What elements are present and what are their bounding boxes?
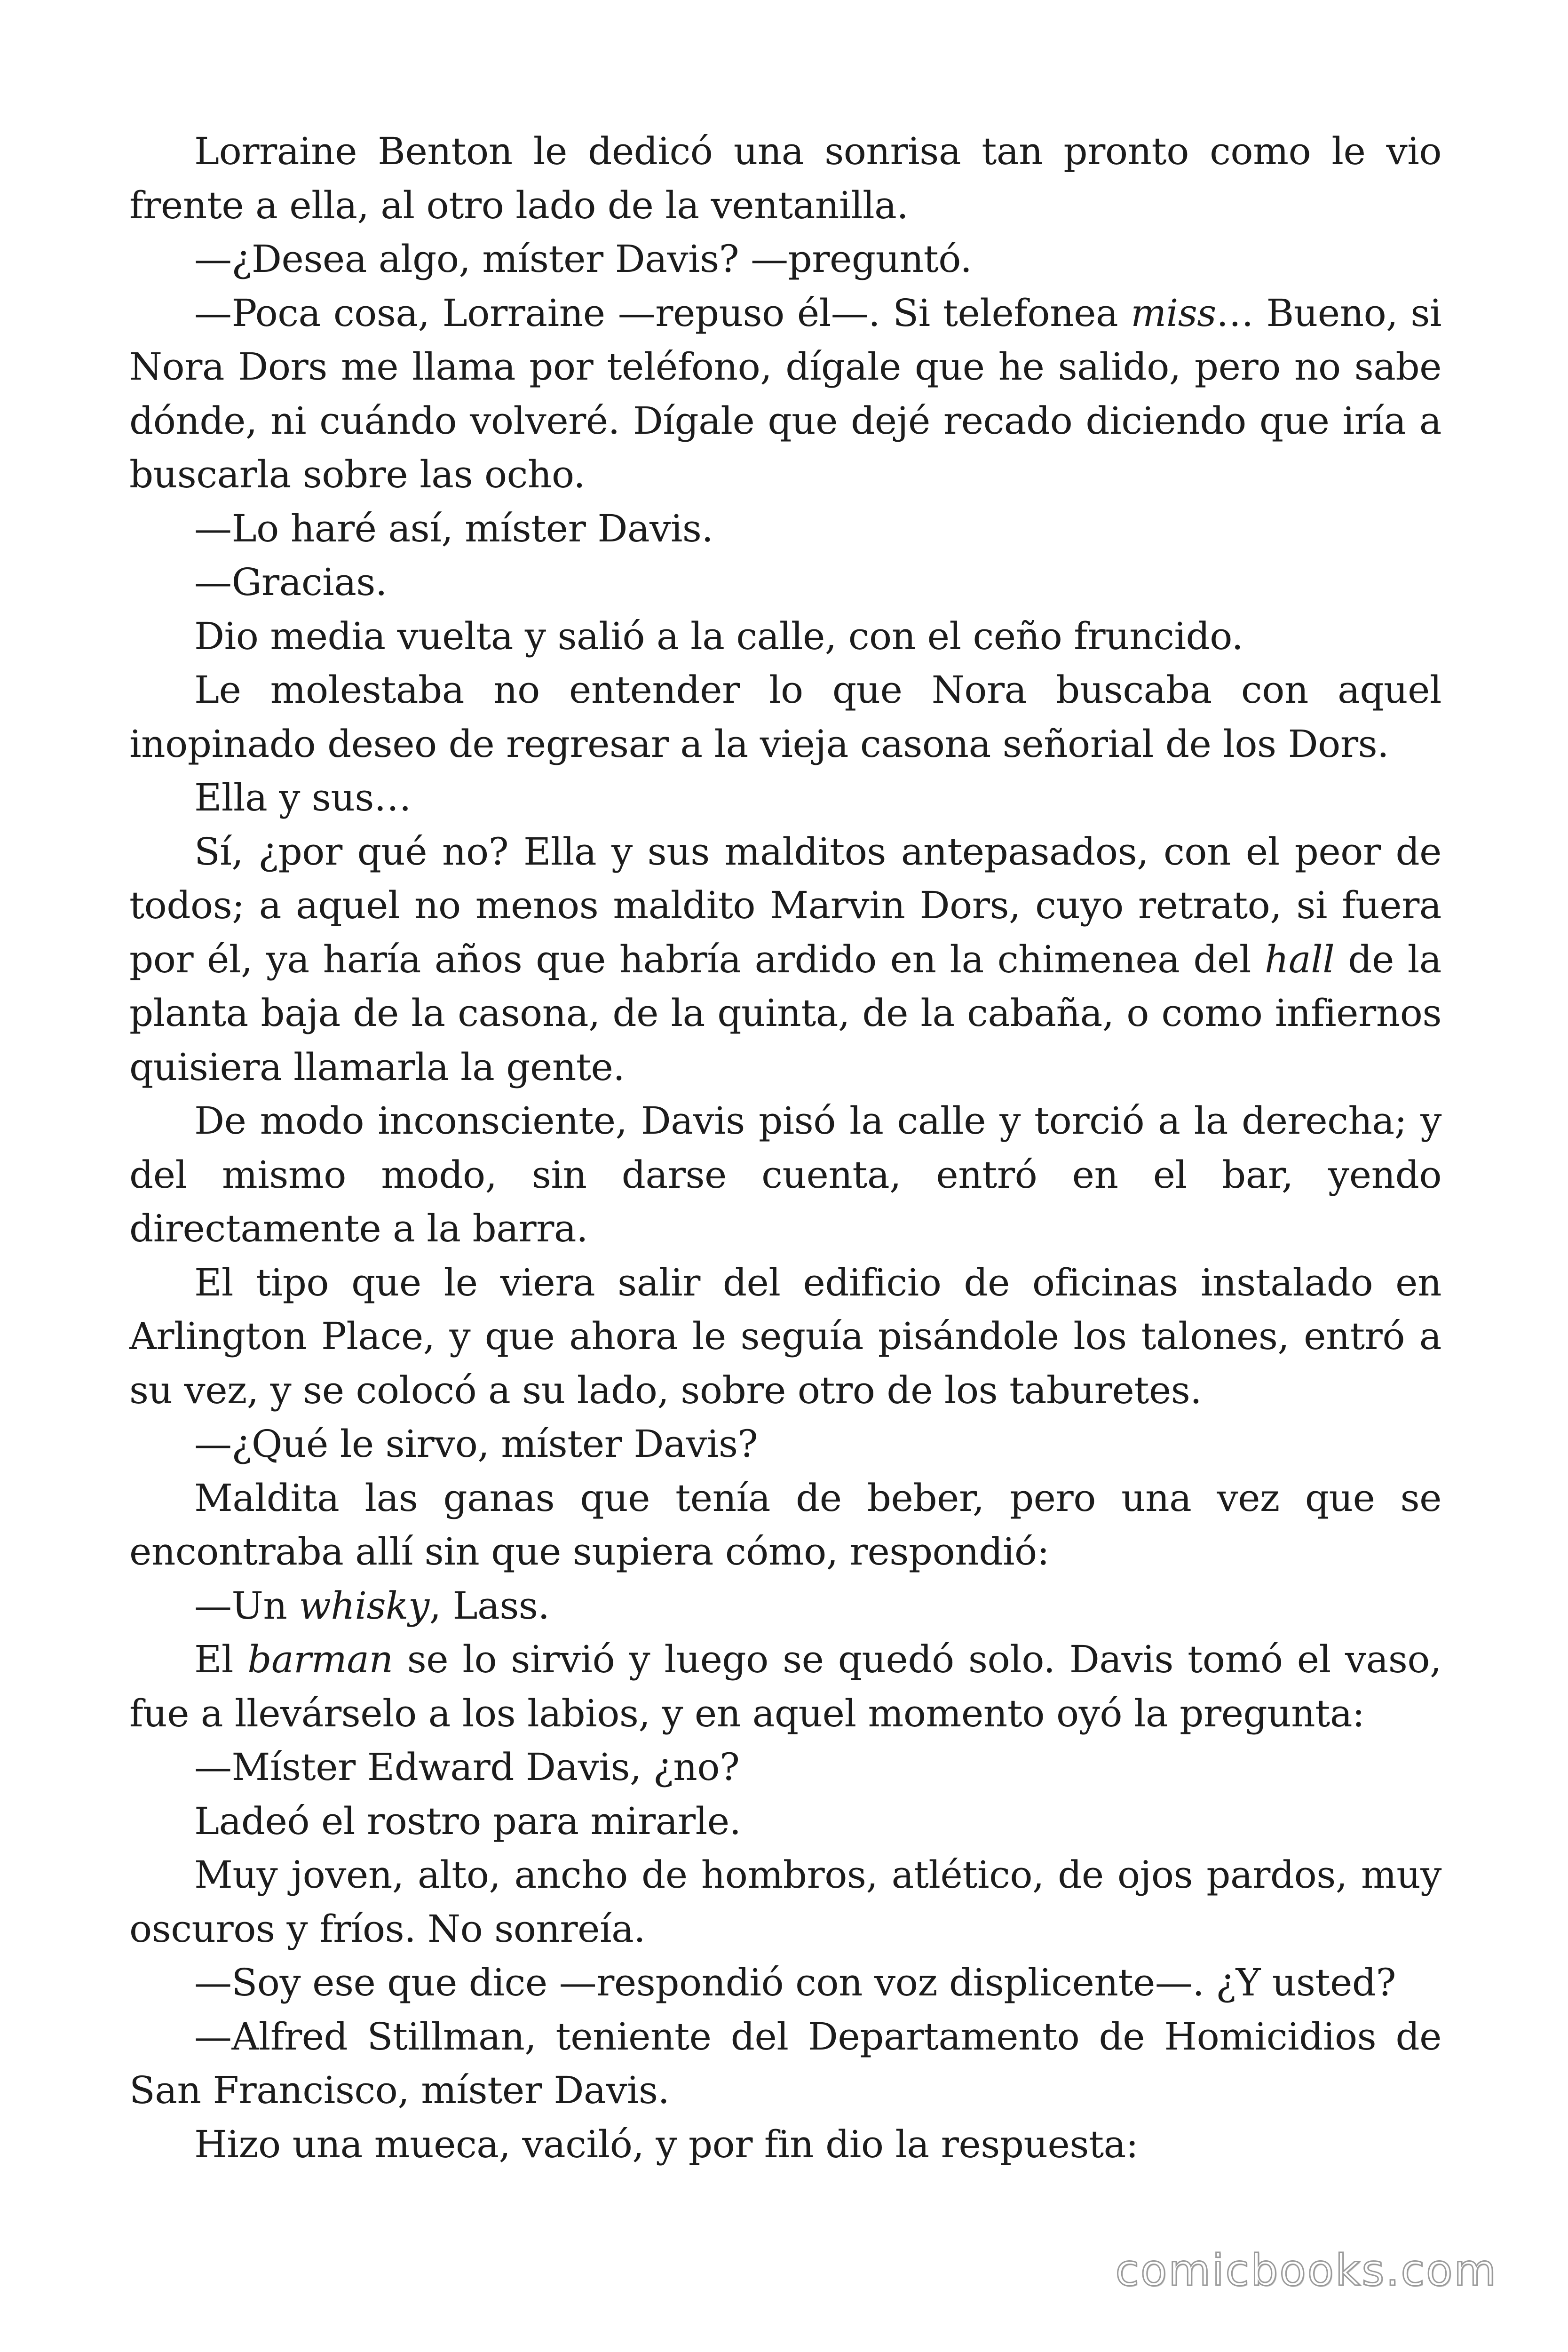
paragraph	[129, 663, 1441, 771]
paragraph	[129, 1795, 1441, 1849]
paragraph	[129, 1094, 1441, 1256]
italic-run: barman	[247, 1637, 393, 1681]
text-run: Le molestaba no entender lo que Nora buscaba con aquel inopinado deseo de regresar a la vieja casona señorial de los Dors.	[129, 668, 1441, 766]
text-run: se lo sirvió y luego se quedó solo. Davis tomó el vaso, fue a llevárselo a los labios, y en aquel momento oyó la pregunta:	[129, 1637, 1441, 1735]
text-run: —¿Qué le sirvo, míster Davis?	[194, 1422, 758, 1466]
watermark: comicbooks.com	[1115, 2245, 1497, 2296]
paragraph	[129, 2118, 1441, 2172]
paragraph	[129, 1256, 1441, 1418]
text-run: De modo inconsciente, Davis pisó la calle y torció a la derecha; y del mismo modo, sin darse cuenta, entró en el bar, yendo directamente a la barra.	[129, 1099, 1441, 1250]
text-run: —Soy ese que dice —respondió con voz displicente—. ¿Y usted?	[194, 1961, 1396, 2004]
text-run: El tipo que le viera salir del edificio de oficinas instalado en Arlington Place, y que ahora le seguía pisándole los talones, entró a su vez, y se colocó a su lado, sobre otro de los taburetes.	[129, 1260, 1441, 1412]
paragraph	[129, 2010, 1441, 2118]
text-run: —Poca cosa, Lorraine —repuso él—. Si telefonea	[194, 291, 1131, 335]
text-run: —Alfred Stillman, teniente del Departamento de Homicidios de San Francisco, míster Davis.	[129, 2014, 1441, 2112]
paragraph	[129, 1740, 1441, 1795]
paragraph	[129, 502, 1441, 556]
paragraph	[129, 1848, 1441, 1956]
text-run: —Gracias.	[194, 560, 387, 604]
paragraph	[129, 771, 1441, 825]
paragraph	[129, 556, 1441, 610]
page-body	[129, 125, 1441, 2171]
text-run: … Bueno, si Nora Dors me llama por teléfono, dígale que he salido, pero no sabe dónde, ni cuándo volveré. Dígale que dejé recado diciendo que iría a buscarla sobre las ocho.	[129, 291, 1441, 496]
text-run: —¿Desea algo, míster Davis? —preguntó.	[194, 237, 972, 281]
text-run: de la planta baja de la casona, de la quinta, de la cabaña, o como infiernos quisiera llamarla la gente.	[129, 937, 1442, 1089]
text-run: Maldita las ganas que tenía de beber, pero una vez que se encontraba allí sin que supiera cómo, respondió:	[129, 1476, 1441, 1573]
italic-run: miss	[1131, 291, 1216, 335]
text-run: —Míster Edward Davis, ¿no?	[194, 1745, 740, 1789]
italic-run: hall	[1264, 937, 1335, 981]
paragraph	[129, 825, 1441, 1095]
paragraph	[129, 1579, 1441, 1633]
paragraph	[129, 1633, 1441, 1740]
text-run: Ella y sus…	[194, 776, 412, 819]
paragraph	[129, 1417, 1441, 1471]
paragraph	[129, 286, 1441, 502]
italic-run: whisky	[299, 1583, 429, 1628]
paragraph	[129, 610, 1441, 664]
text-run: Hizo una mueca, vaciló, y por fin dio la respuesta:	[194, 2122, 1139, 2166]
paragraph	[129, 232, 1441, 286]
text-run: —Un	[194, 1583, 299, 1628]
paragraph	[129, 1471, 1441, 1579]
text-run: , Lass.	[429, 1583, 550, 1628]
text-run: Dio media vuelta y salió a la calle, con el ceño fruncido.	[194, 614, 1243, 658]
text-run: Sí, ¿por qué no? Ella y sus malditos antepasados, con el peor de todos; a aquel no menos maldito Marvin Dors, cuyo retrato, si fuera por él, ya haría años que habría ardido en la chimenea del	[129, 829, 1441, 981]
text-run: Muy joven, alto, ancho de hombros, atlético, de ojos pardos, muy oscuros y fríos. No sonreía.	[129, 1853, 1441, 1951]
paragraph	[129, 1956, 1441, 2010]
text-run: —Lo haré así, míster Davis.	[194, 506, 713, 550]
paragraph	[129, 125, 1441, 232]
text-run: Lorraine Benton le dedicó una sonrisa tan pronto como le vio frente a ella, al otro lado de la ventanilla.	[129, 129, 1441, 227]
text-run: El	[194, 1637, 248, 1681]
text-run: Ladeó el rostro para mirarle.	[194, 1799, 741, 1843]
